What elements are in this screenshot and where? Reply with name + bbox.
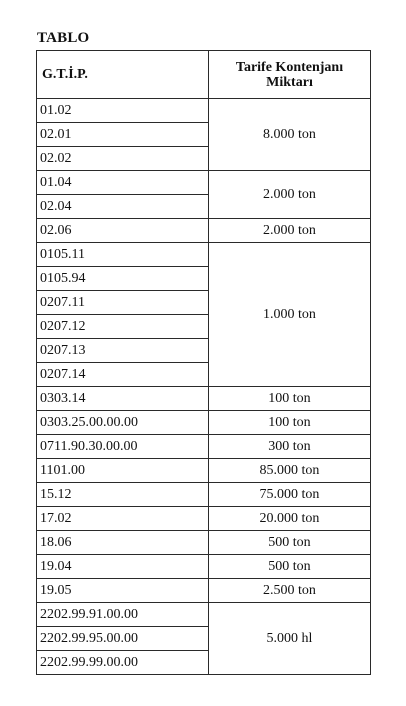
gtip-code-cell: 0303.14 [37,387,209,411]
gtip-code-cell: 2202.99.91.00.00 [37,603,209,627]
gtip-code-cell: 0207.14 [37,363,209,387]
quota-amount-cell: 75.000 ton [209,483,371,507]
gtip-code-cell: 2202.99.99.00.00 [37,651,209,675]
quota-amount-cell: 20.000 ton [209,507,371,531]
table-row [37,507,371,531]
table-row [37,99,371,123]
table-body [37,99,371,675]
gtip-code-cell: 02.02 [37,147,209,171]
quota-amount-cell: 2.000 ton [209,171,371,219]
gtip-code-cell: 02.06 [37,219,209,243]
gtip-code-cell: 1101.00 [37,459,209,483]
gtip-code-cell: 0105.11 [37,243,209,267]
quota-amount-cell: 300 ton [209,435,371,459]
quota-amount-cell: 2.000 ton [209,219,371,243]
quota-amount-cell: 100 ton [209,411,371,435]
table-row [37,555,371,579]
table-title: TABLO [37,30,90,46]
quota-amount-cell: 500 ton [209,555,371,579]
tariff-quota-table [36,50,371,675]
quota-amount-cell: 500 ton [209,531,371,555]
table-row [37,243,371,267]
table-row [37,579,371,603]
gtip-code-cell: 19.04 [37,555,209,579]
gtip-code-cell: 2202.99.95.00.00 [37,627,209,651]
table-row [37,459,371,483]
header-quota-line1: Tarife Kontenjanı [235,59,344,75]
gtip-code-cell: 02.01 [37,123,209,147]
gtip-code-cell: 0207.11 [37,291,209,315]
gtip-code-cell: 17.02 [37,507,209,531]
quota-amount-cell: 8.000 ton [209,99,371,171]
table-row [37,483,371,507]
table-row [37,435,371,459]
gtip-code-cell: 15.12 [37,483,209,507]
quota-amount-cell: 2.500 ton [209,579,371,603]
quota-amount-cell: 100 ton [209,387,371,411]
gtip-code-cell: 0207.13 [37,339,209,363]
gtip-code-cell: 0711.90.30.00.00 [37,435,209,459]
gtip-code-cell: 18.06 [37,531,209,555]
gtip-code-cell: 01.04 [37,171,209,195]
table-row [37,219,371,243]
table-row [37,387,371,411]
gtip-code-cell: 19.05 [37,579,209,603]
gtip-code-cell: 02.04 [37,195,209,219]
quota-amount-cell: 5.000 hl [209,603,371,675]
table-row [37,603,371,627]
gtip-code-cell: 0207.12 [37,315,209,339]
table-row [37,171,371,195]
quota-amount-cell: 1.000 ton [209,243,371,387]
header-row [37,51,371,99]
gtip-code-cell: 01.02 [37,99,209,123]
header-quota-line2: Miktarı [266,74,313,90]
table-row [37,531,371,555]
header-quota-amount [209,51,371,99]
gtip-code-cell: 0303.25.00.00.00 [37,411,209,435]
quota-amount-cell: 85.000 ton [209,459,371,483]
table-row [37,411,371,435]
header-gtip: G.T.İ.P. [37,51,209,99]
gtip-code-cell: 0105.94 [37,267,209,291]
